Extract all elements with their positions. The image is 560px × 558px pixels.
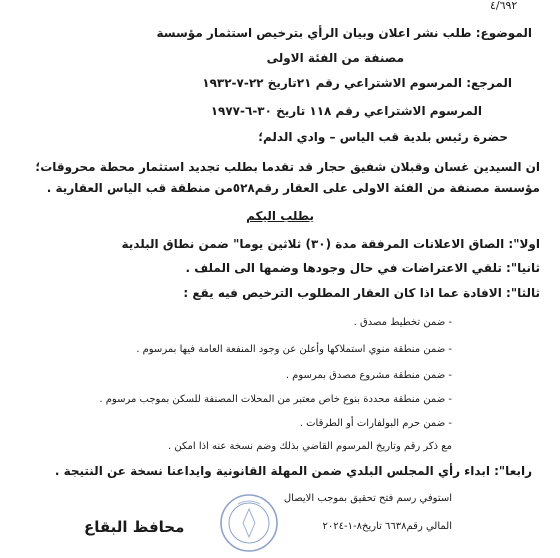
reference-number: ٤/٦٩٢ bbox=[490, 0, 518, 12]
decree-note: مع ذكر رقم وتاريخ المرسوم القاضي بذلك وضم نسخة عنه اذا امكن . bbox=[168, 441, 452, 452]
request-item-1: اولا": الصاق الاعلانات المرفقة مدة (٣٠) ثلاثين يوما" ضمن نطاق البلدية bbox=[121, 237, 540, 251]
subject-line: الموضوع: طلب نشر اعلان وبيان الرأي بترخيص استثمار مؤسسة bbox=[156, 26, 532, 40]
sub-item: - ضمن منطقة محددة بنوع خاص معتبر من المحلات المصنفة للسكن بموجب مرسوم . bbox=[99, 394, 452, 405]
signature-title: محافظ البقاع bbox=[84, 518, 185, 536]
body-line-2: مؤسسة مصنفة من الفئة الاولى على العقار رقم٥٢٨من منطقة قب الياس العقارية . bbox=[46, 181, 540, 195]
sub-item: - ضمن تخطيط مصدق . bbox=[353, 317, 452, 328]
fee-note: استوفي رسم فتح تحقيق بموجب الايصال bbox=[283, 493, 452, 504]
request-item-2: ثانيا": تلقي الاعتراضات في حال وجودها وضمها الى الملف . bbox=[185, 261, 540, 275]
reference-line-2: المرسوم الاشتراعي رقم ١١٨ تاريخ ٣٠-٦-١٩٧٧ bbox=[210, 104, 482, 118]
request-heading: يطلب اليكم bbox=[246, 209, 314, 223]
receipt-line: المالي رقم٦٦٣٨ تاريخ٨-١-٢٠٢٤ bbox=[322, 521, 452, 532]
sub-item: - ضمن منطقة منوي استملاكها وأعلن عن وجود المنفعة العامة فيها بمرسوم . bbox=[136, 344, 452, 355]
body-line-1: ان السيدين غسان وقبلان شفيق حجار قد تقدما بطلب تجديد استثمار محطة محروقات؛ bbox=[35, 160, 540, 174]
reference-line-1: المرجع: المرسوم الاشتراعي رقم ٢١تاريخ ٢٢-٧-١٩٣٢ bbox=[202, 76, 512, 90]
subject-continuation: مصنفة من الفئة الاولى bbox=[266, 51, 404, 65]
sub-item: - ضمن منطقة مشروع مصدق بمرسوم . bbox=[285, 370, 452, 381]
addressee-line: حضرة رئيس بلدية قب الياس – وادي الدلم؛ bbox=[258, 130, 508, 144]
request-item-3: ثالثا": الافادة عما اذا كان العقار المطلوب الترخيص فيه يقع : bbox=[183, 286, 540, 300]
sub-item: - ضمن حرم البولفارات أو الطرقات . bbox=[299, 418, 452, 429]
request-item-4: رابعا": ابداء رأي المجلس البلدي ضمن المهلة القانونية وايداعنا نسخة عن النتيجة . bbox=[54, 464, 532, 478]
